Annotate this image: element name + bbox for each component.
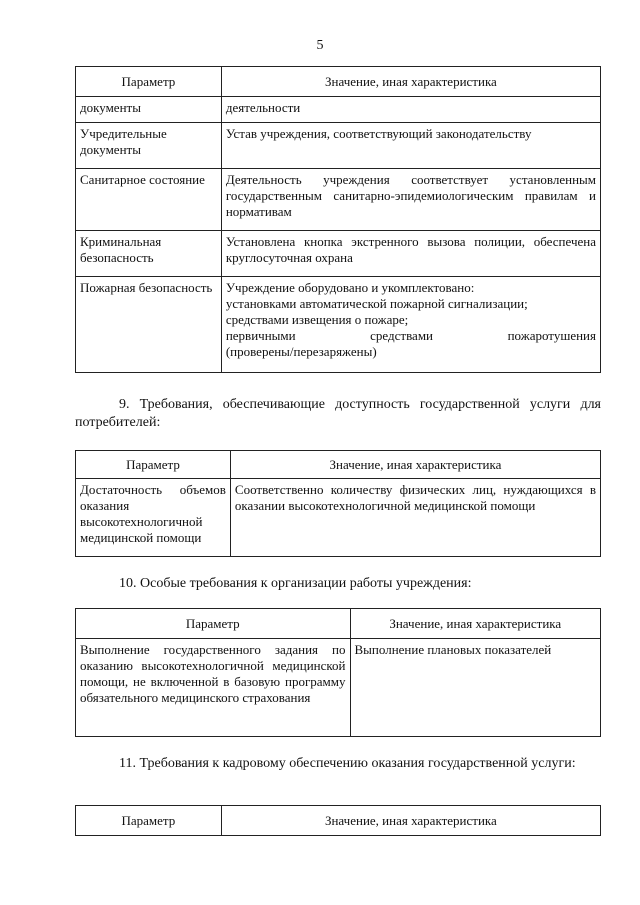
header-value: Значение, иная характеристика — [350, 609, 600, 639]
row-param: Достаточность объемов оказания высокотехнологичной медицинской помощи — [76, 479, 231, 557]
row-param: Санитарное состояние — [76, 169, 222, 231]
value-line: Учреждение оборудовано и укомплектовано: — [225, 280, 475, 295]
table-row — [76, 639, 601, 737]
row-param: Выполнение государственного задания по оказанию высокотехнологичной медицинской помощи, не включенной в базовую программу обязательного медицинского страхования — [76, 639, 351, 737]
row-value: Устав учреждения, соответствующий законодательству — [221, 123, 600, 169]
header-param: Параметр — [76, 67, 222, 97]
row-param: Пожарная безопасность — [76, 277, 222, 373]
value-line: (проверены/перезаряжены) — [225, 344, 377, 359]
section-11-heading: 11. Требования к кадровому обеспечению оказания государственной услуги: — [119, 756, 576, 771]
table-row — [76, 277, 601, 373]
header-param: Параметр — [76, 451, 231, 479]
row-value: деятельности — [221, 97, 600, 123]
table-row — [76, 123, 601, 169]
table-header-row — [76, 806, 601, 836]
row-value — [221, 277, 600, 373]
section-9-heading: 9. Требования, обеспечивающие доступность государственной услуги для потребителей: — [75, 397, 601, 430]
table-header-row — [76, 67, 601, 97]
table-header-row — [76, 609, 601, 639]
header-value: Значение, иная характеристика — [221, 806, 600, 836]
value-line: первичными средствами пожаротушения — [225, 328, 596, 343]
table-staffing — [75, 805, 601, 836]
table-row — [76, 97, 601, 123]
table-row — [76, 231, 601, 277]
header-param: Параметр — [76, 806, 222, 836]
page-number: 5 — [316, 38, 324, 53]
table-row — [76, 479, 601, 557]
row-param: Учредительные документы — [76, 123, 222, 169]
header-value: Значение, иная характеристика — [221, 67, 600, 97]
section-10-heading: 10. Особые требования к организации работы учреждения: — [119, 576, 472, 591]
table-availability — [75, 450, 601, 557]
table-row — [76, 169, 601, 231]
row-param: Криминальная безопасность — [76, 231, 222, 277]
value-line: средствами извещения о пожаре; — [225, 312, 409, 327]
header-param: Параметр — [76, 609, 351, 639]
table-header-row — [76, 451, 601, 479]
table-special-requirements — [75, 608, 601, 737]
value-line: установками автоматической пожарной сигнализации; — [225, 296, 528, 311]
table-general-params — [75, 66, 601, 373]
row-param: документы — [76, 97, 222, 123]
row-value: Соответственно количеству физических лиц, нуждающихся в оказании высокотехнологичной медицинской помощи — [230, 479, 600, 557]
row-value: Деятельность учреждения соответствует установленным государственным санитарно-эпидемиологическим правилам и нормативам — [221, 169, 600, 231]
row-value: Установлена кнопка экстренного вызова полиции, обеспечена круглосуточная охрана — [221, 231, 600, 277]
header-value: Значение, иная характеристика — [230, 451, 600, 479]
row-value: Выполнение плановых показателей — [350, 639, 600, 737]
